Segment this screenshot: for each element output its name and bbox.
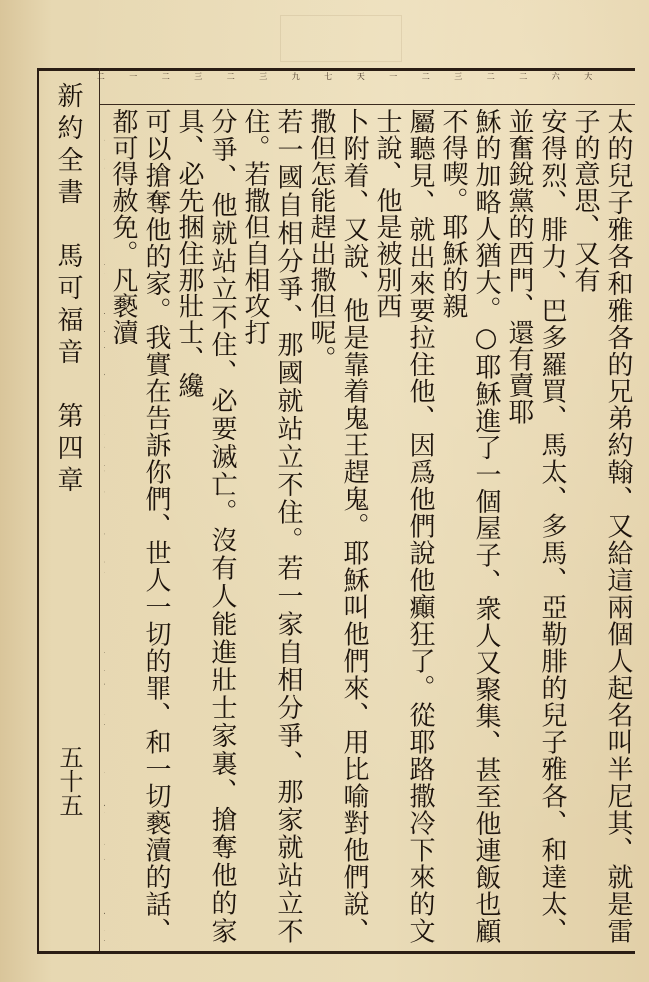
text-column: 太的兒子雅各和雅各的兄弟約翰、又給這兩個人起名叫半尼其、就是雷子的意思、又有 <box>570 108 633 944</box>
reference-mark: 二 <box>421 72 431 80</box>
reference-mark: 六 <box>551 72 561 80</box>
header-divider <box>99 68 100 951</box>
text-column <box>104 108 106 944</box>
reference-mark: 大 <box>583 72 593 80</box>
text-column: 屬聽見、就出來要拉住他、因爲他們說他癲狂了。從耶路撒冷下來的文士說、他是被別西 <box>372 108 435 944</box>
text-column: 若一國自相分爭、那國就站立不住。若一家自相分爭、那家就站立不住。若撒但自相攻打 <box>240 108 303 944</box>
scripture-text <box>104 108 634 944</box>
reference-mark: 二 <box>161 72 171 80</box>
cross-reference-row <box>80 72 600 106</box>
reference-mark: 三 <box>453 72 463 80</box>
reference-mark: 二 <box>96 72 106 80</box>
text-column: 分爭、他就站立不住、必要滅亡。沒有人能進壯士家裏、搶奪他的家具、必先捆住那壯士、纔 <box>174 108 237 944</box>
page-border-left <box>37 68 39 951</box>
text-column: 穌的加略人猶大。○耶穌進了一個屋子、衆人又聚集、甚至他連飯也顧不得喫。耶穌的親 <box>438 108 501 944</box>
running-header: 新約全書 馬可福音 第四章 <box>53 82 83 498</box>
reference-mark: 三 <box>258 72 268 80</box>
reference-mark: 三 <box>193 72 203 80</box>
text-column: 卜附着、又說、他是靠着鬼王趕鬼。耶穌叫他們來、用比喻對他們說、撒但怎能趕出撒但呢。 <box>306 108 369 944</box>
page-number: 五十五 <box>55 745 83 817</box>
reference-mark: 二 <box>226 72 236 80</box>
reference-mark: 二 <box>486 72 496 80</box>
reference-mark: 七 <box>323 72 333 80</box>
text-column: 可以搶奪他的家。我實在告訴你們、世人一切的罪、和一切褻瀆的話、都可得赦免。凡褻瀆 <box>108 108 171 944</box>
reference-mark: 九 <box>291 72 301 80</box>
faded-stamp <box>280 15 402 62</box>
reference-mark: 天 <box>356 72 366 80</box>
text-column: 安得烈、腓力、巴多羅買、馬太、多馬、亞勒腓的兒子雅各、和達太、並奮銳黨的西門、還有賣耶 <box>504 108 567 944</box>
reference-mark: 一 <box>128 72 138 80</box>
reference-mark: 二 <box>518 72 528 80</box>
reference-mark: 一 <box>388 72 398 80</box>
